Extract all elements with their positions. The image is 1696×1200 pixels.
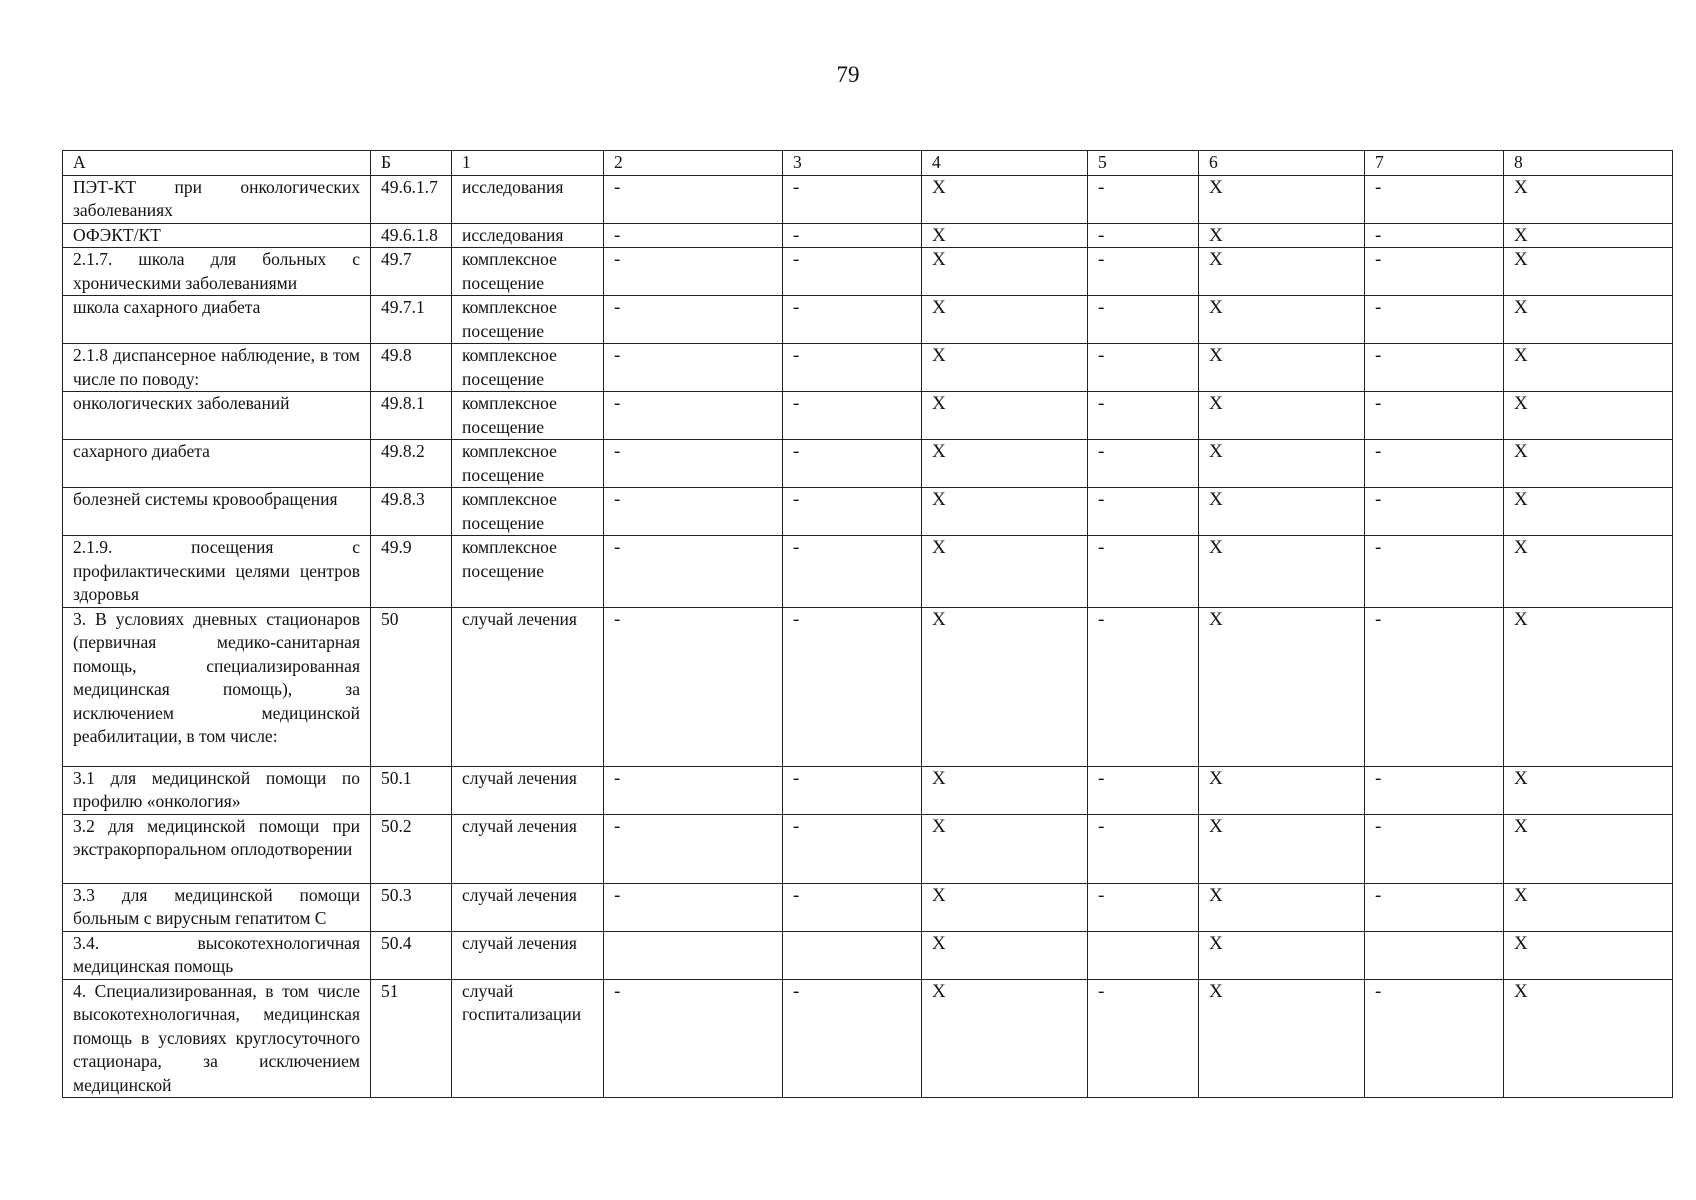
value-cell: -	[1365, 392, 1504, 440]
value-cell: -	[604, 766, 783, 814]
row-code-cell: 49.8.3	[371, 488, 452, 536]
value-cell: -	[783, 814, 922, 883]
value-cell: X	[1199, 766, 1365, 814]
value-cell: -	[1088, 248, 1199, 296]
value-cell: X	[1504, 223, 1673, 248]
row-name-cell: болезней системы кровообращения	[63, 488, 371, 536]
header-cell: 6	[1199, 151, 1365, 176]
value-cell: X	[1199, 814, 1365, 883]
table-row	[63, 766, 1673, 814]
table-header-row	[63, 151, 1673, 176]
row-unit-cell: комплексное посещение	[452, 536, 604, 608]
value-cell: -	[1088, 175, 1199, 223]
table-row	[63, 883, 1673, 931]
value-cell: -	[1088, 392, 1199, 440]
value-cell: -	[1088, 296, 1199, 344]
value-cell: -	[1088, 536, 1199, 608]
table-row	[63, 607, 1673, 766]
value-cell: X	[1199, 607, 1365, 766]
value-cell: X	[1504, 931, 1673, 979]
row-unit-cell: комплексное посещение	[452, 392, 604, 440]
value-cell: -	[1365, 979, 1504, 1098]
value-cell: X	[1199, 296, 1365, 344]
table-row	[63, 814, 1673, 883]
value-cell: X	[1504, 883, 1673, 931]
row-name-cell: ОФЭКТ/КТ	[63, 223, 371, 248]
value-cell: X	[1504, 392, 1673, 440]
row-name-cell: 2.1.8 диспансерное наблюдение, в том числе по поводу:	[63, 344, 371, 392]
row-code-cell: 49.8.2	[371, 440, 452, 488]
row-name-cell: 2.1.9. посещения с профилактическими целями центров здоровья	[63, 536, 371, 608]
data-table	[62, 150, 1673, 1098]
value-cell: -	[1365, 175, 1504, 223]
value-cell: X	[1504, 607, 1673, 766]
header-cell: А	[63, 151, 371, 176]
value-cell: X	[922, 931, 1088, 979]
value-cell: X	[1504, 296, 1673, 344]
value-cell: -	[783, 536, 922, 608]
value-cell: -	[1088, 607, 1199, 766]
value-cell: -	[1088, 883, 1199, 931]
value-cell: -	[604, 607, 783, 766]
value-cell: X	[1199, 440, 1365, 488]
value-cell: -	[1088, 979, 1199, 1098]
value-cell: -	[604, 344, 783, 392]
row-name-cell: ПЭТ-КТ при онкологических заболеваниях	[63, 175, 371, 223]
row-name-cell: сахарного диабета	[63, 440, 371, 488]
row-code-cell: 50.1	[371, 766, 452, 814]
value-cell	[1365, 931, 1504, 979]
row-code-cell: 49.6.1.8	[371, 223, 452, 248]
value-cell: X	[1199, 488, 1365, 536]
value-cell: X	[922, 296, 1088, 344]
value-cell: -	[604, 392, 783, 440]
header-cell: 7	[1365, 151, 1504, 176]
row-name-cell: 2.1.7. школа для больных с хроническими заболеваниями	[63, 248, 371, 296]
value-cell: -	[1365, 607, 1504, 766]
value-cell: X	[1504, 814, 1673, 883]
value-cell: -	[783, 175, 922, 223]
row-code-cell: 49.8.1	[371, 392, 452, 440]
value-cell: X	[1199, 536, 1365, 608]
table-row	[63, 392, 1673, 440]
header-cell: 2	[604, 151, 783, 176]
table-row	[63, 248, 1673, 296]
value-cell: -	[1365, 814, 1504, 883]
row-code-cell: 49.6.1.7	[371, 175, 452, 223]
value-cell: X	[1199, 223, 1365, 248]
value-cell: -	[1088, 814, 1199, 883]
value-cell: -	[783, 488, 922, 536]
value-cell: X	[1199, 883, 1365, 931]
value-cell	[1088, 931, 1199, 979]
value-cell	[604, 931, 783, 979]
value-cell: X	[1504, 536, 1673, 608]
value-cell: -	[783, 223, 922, 248]
value-cell: -	[604, 248, 783, 296]
value-cell	[783, 931, 922, 979]
value-cell: X	[1199, 392, 1365, 440]
value-cell: -	[1088, 223, 1199, 248]
page-number: 79	[836, 62, 860, 87]
value-cell: X	[922, 979, 1088, 1098]
value-cell: X	[922, 223, 1088, 248]
row-name-cell: школа сахарного диабета	[63, 296, 371, 344]
value-cell: -	[1365, 344, 1504, 392]
value-cell: X	[922, 607, 1088, 766]
row-name-cell: 3.1 для медицинской помощи по профилю «онкология»	[63, 766, 371, 814]
value-cell: -	[783, 766, 922, 814]
row-code-cell: 49.9	[371, 536, 452, 608]
value-cell: -	[604, 814, 783, 883]
value-cell: -	[1365, 248, 1504, 296]
value-cell: -	[1088, 440, 1199, 488]
row-unit-cell: случай лечения	[452, 766, 604, 814]
value-cell: -	[783, 296, 922, 344]
value-cell: X	[1199, 175, 1365, 223]
value-cell: -	[783, 248, 922, 296]
value-cell: X	[922, 392, 1088, 440]
value-cell: X	[1504, 766, 1673, 814]
value-cell: X	[922, 344, 1088, 392]
row-name-cell: 4. Специализированная, в том числе высокотехнологичная, медицинская помощь в условиях круглосуточного стационара, за исключением медицинской	[63, 979, 371, 1098]
value-cell: -	[1365, 536, 1504, 608]
value-cell: -	[1088, 488, 1199, 536]
table-row	[63, 440, 1673, 488]
value-cell: X	[1199, 979, 1365, 1098]
value-cell: X	[922, 536, 1088, 608]
value-cell: -	[604, 536, 783, 608]
row-unit-cell: случай лечения	[452, 814, 604, 883]
value-cell: X	[1504, 344, 1673, 392]
row-unit-cell: случай лечения	[452, 883, 604, 931]
row-unit-cell: случай госпитализации	[452, 979, 604, 1098]
row-code-cell: 50.2	[371, 814, 452, 883]
value-cell: -	[783, 979, 922, 1098]
table-row	[63, 175, 1673, 223]
table-row	[63, 296, 1673, 344]
value-cell: -	[783, 344, 922, 392]
value-cell: -	[1365, 488, 1504, 536]
header-cell: 4	[922, 151, 1088, 176]
value-cell: X	[922, 766, 1088, 814]
value-cell: -	[604, 223, 783, 248]
row-code-cell: 50.3	[371, 883, 452, 931]
row-name-cell: 3.3 для медицинской помощи больным с вирусным гепатитом С	[63, 883, 371, 931]
header-cell: 8	[1504, 151, 1673, 176]
value-cell: X	[922, 440, 1088, 488]
value-cell: -	[783, 883, 922, 931]
row-unit-cell: случай лечения	[452, 931, 604, 979]
row-unit-cell: исследования	[452, 223, 604, 248]
row-code-cell: 49.7.1	[371, 296, 452, 344]
value-cell: -	[1365, 296, 1504, 344]
row-unit-cell: случай лечения	[452, 607, 604, 766]
value-cell: X	[1504, 979, 1673, 1098]
row-unit-cell: комплексное посещение	[452, 248, 604, 296]
row-name-cell: онкологических заболеваний	[63, 392, 371, 440]
value-cell: -	[1088, 766, 1199, 814]
value-cell: X	[1199, 931, 1365, 979]
value-cell: -	[604, 488, 783, 536]
value-cell: -	[1365, 766, 1504, 814]
table-row	[63, 344, 1673, 392]
value-cell: X	[922, 248, 1088, 296]
value-cell: X	[1504, 440, 1673, 488]
value-cell: X	[922, 883, 1088, 931]
row-code-cell: 50	[371, 607, 452, 766]
row-unit-cell: комплексное посещение	[452, 296, 604, 344]
value-cell: X	[1504, 175, 1673, 223]
header-cell: 3	[783, 151, 922, 176]
value-cell: -	[783, 392, 922, 440]
row-unit-cell: исследования	[452, 175, 604, 223]
value-cell: -	[783, 607, 922, 766]
row-code-cell: 51	[371, 979, 452, 1098]
row-code-cell: 49.7	[371, 248, 452, 296]
table-row	[63, 488, 1673, 536]
value-cell: -	[1365, 223, 1504, 248]
row-name-cell: 3.2 для медицинской помощи при экстракорпоральном оплодотворении	[63, 814, 371, 883]
value-cell: -	[604, 883, 783, 931]
table-row	[63, 979, 1673, 1098]
value-cell: X	[1199, 344, 1365, 392]
value-cell: -	[604, 440, 783, 488]
row-unit-cell: комплексное посещение	[452, 488, 604, 536]
value-cell: X	[922, 175, 1088, 223]
header-cell: Б	[371, 151, 452, 176]
row-unit-cell: комплексное посещение	[452, 344, 604, 392]
value-cell: -	[604, 175, 783, 223]
table-row	[63, 931, 1673, 979]
value-cell: X	[922, 488, 1088, 536]
value-cell: -	[604, 296, 783, 344]
value-cell: X	[1504, 248, 1673, 296]
value-cell: -	[1088, 344, 1199, 392]
value-cell: -	[1365, 440, 1504, 488]
value-cell: -	[1365, 883, 1504, 931]
row-name-cell: 3.4. высокотехнологичная медицинская помощь	[63, 931, 371, 979]
value-cell: X	[1199, 248, 1365, 296]
value-cell: X	[1504, 488, 1673, 536]
header-cell: 5	[1088, 151, 1199, 176]
value-cell: -	[604, 979, 783, 1098]
row-unit-cell: комплексное посещение	[452, 440, 604, 488]
table-row	[63, 223, 1673, 248]
value-cell: X	[922, 814, 1088, 883]
header-cell: 1	[452, 151, 604, 176]
value-cell: -	[783, 440, 922, 488]
row-code-cell: 50.4	[371, 931, 452, 979]
table-row	[63, 536, 1673, 608]
row-name-cell: 3. В условиях дневных стационаров (первичная медико-санитарная помощь, специализированная медицинская помощь), за исключением медицинской реабилитации, в том числе:	[63, 607, 371, 766]
row-code-cell: 49.8	[371, 344, 452, 392]
